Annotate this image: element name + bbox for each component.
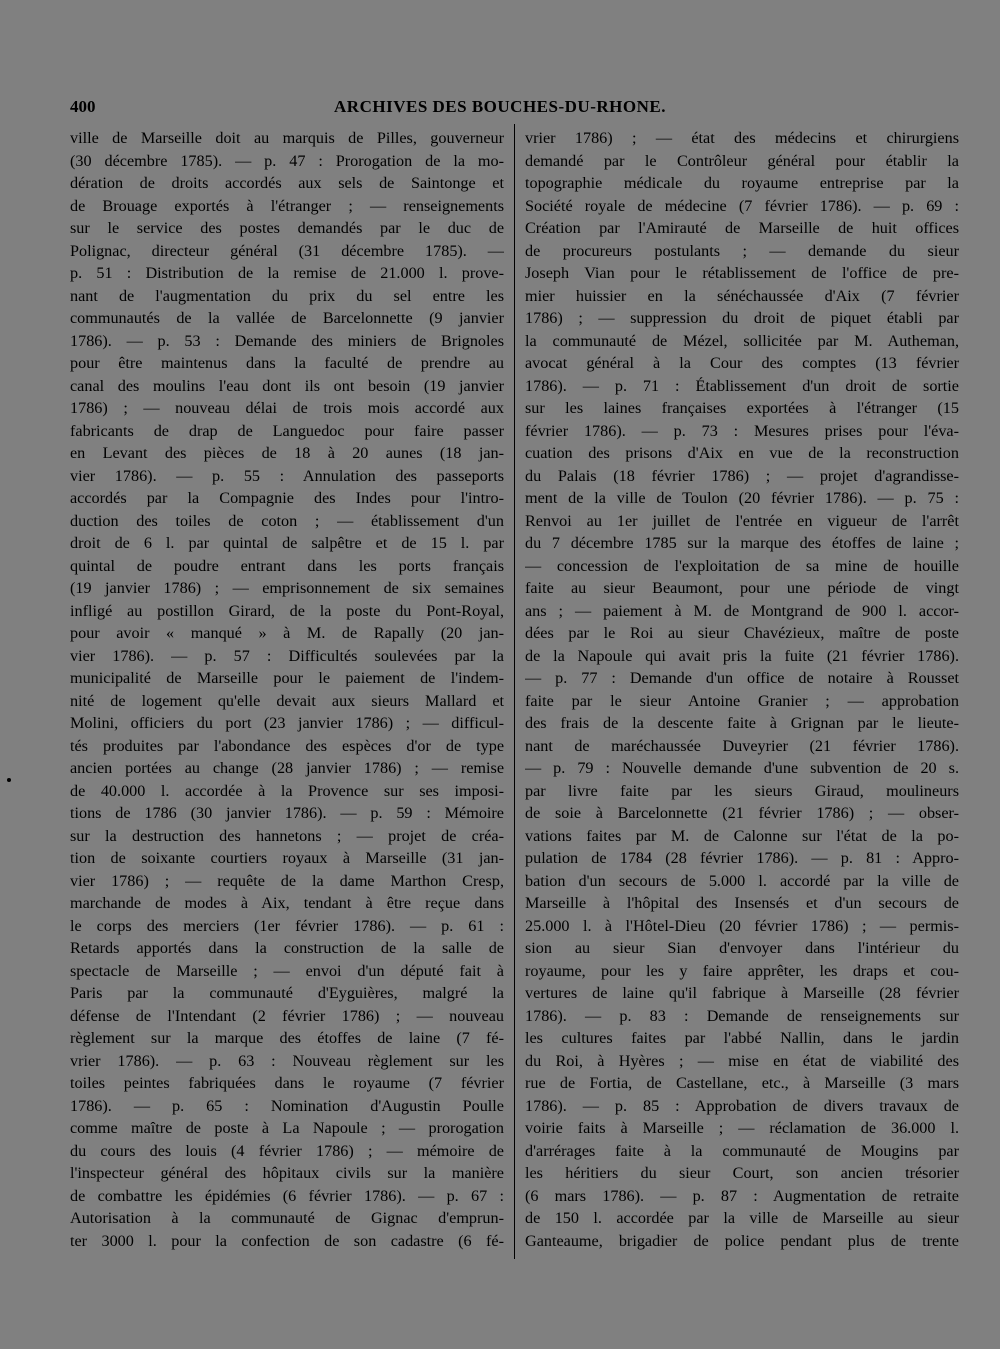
text-line: pulation de 1784 (28 février 1786). — p. 81 : Appro- xyxy=(525,849,959,867)
text-line: tions de 1786 (30 janvier 1786). — p. 59 : Mémoire xyxy=(70,804,504,822)
text-line: 1786). — p. 85 : Approbation de divers travaux de xyxy=(525,1096,959,1115)
text-line: ter 3000 l. pour la confection de son cadastre (6 fé- xyxy=(70,1231,504,1250)
text-line: vier 1786). — p. 57 : Difficultés soulevées par la xyxy=(70,646,504,665)
text-line: ment de la ville de Toulon (20 février 1786). — p. 75 : xyxy=(525,489,959,507)
text-line: (6 mars 1786). — p. 87 : Augmentation de retraite xyxy=(525,1186,959,1205)
text-line: de soie à Barcelonnette (21 février 1786) ; — obser- xyxy=(525,804,959,822)
text-line: 25.000 l. à l'Hôtel-Dieu (20 février 1786) ; — permis- xyxy=(525,916,959,935)
text-line: 1786) ; — nouveau délai de trois mois accordé aux xyxy=(70,399,504,417)
text-line: Société royale de médecine (7 février 1786). — p. 69 : xyxy=(525,196,959,215)
text-line: ans ; — paiement à M. de Montgrand de 900 l. accor- xyxy=(525,601,959,620)
text-line: quintal de poudre entrant dans les ports français xyxy=(70,556,504,575)
text-line: février 1786). — p. 73 : Mesures prises pour l'éva- xyxy=(525,421,959,440)
text-line: sur la destruction des hannetons ; — projet de créa- xyxy=(70,826,504,845)
text-line: vrier 1786) ; — état des médecins et chirurgiens xyxy=(525,129,959,147)
text-line: règlement sur la marque des étoffes de laine (7 fé- xyxy=(70,1029,504,1047)
text-line: Molini, officiers du port (23 janvier 1786) ; — difficul- xyxy=(70,714,504,732)
text-line: spectacle de Marseille ; — envoi d'un député fait à xyxy=(70,961,504,980)
text-line: p. 51 : Distribution de la remise de 21.000 l. prove- xyxy=(70,264,504,282)
text-line: 1786). — p. 53 : Demande des miniers de Brignoles xyxy=(70,331,504,350)
text-line: tés produites par l'abondance des espèces d'or de type xyxy=(70,736,504,755)
text-line: demandé par le Contrôleur général pour établir la xyxy=(525,151,959,170)
text-line: sur le service des postes demandés par le duc de xyxy=(70,219,504,237)
text-line: de 40.000 l. accordée à la Provence sur ses imposi- xyxy=(70,781,504,800)
text-line: ancien portées au change (28 janvier 1786) ; — remise xyxy=(70,759,504,777)
text-line: droit de 6 l. par quintal de salpêtre et de 15 l. par xyxy=(70,534,504,552)
text-line: mier huissier en la sénéchaussée d'Aix (7 février xyxy=(525,286,959,305)
text-line: vations faites par M. de Calonne sur l'état de la po- xyxy=(525,826,959,845)
text-line: vier 1786) ; — requête de la dame Marthon Cresp, xyxy=(70,871,504,890)
text-line: Création par l'Amirauté de Marseille de huit offices xyxy=(525,219,959,237)
text-line: nité de logement qu'elle devait aux sieurs Mallard et xyxy=(70,691,504,710)
text-line: voirie faits à Marseille ; — réclamation de 36.000 l. xyxy=(525,1119,959,1137)
text-line: Retards apportés dans la construction de la salle de xyxy=(70,939,504,957)
text-line: les cultures faites par l'abbé Nallin, dans le jardin xyxy=(525,1029,959,1047)
text-line: vier 1786). — p. 55 : Annulation des passeports xyxy=(70,466,504,485)
text-line: de procureurs postulants ; — demande du sieur xyxy=(525,241,959,260)
text-line: par livre faite par les sieurs Giraud, moulineurs xyxy=(525,781,959,800)
text-line: nant de l'augmentation du prix du sel entre les xyxy=(70,286,504,305)
right-column xyxy=(525,127,959,1252)
text-line: 1786). — p. 71 : Établissement d'un droit de sortie xyxy=(525,376,959,395)
text-line: topographie médicale du royaume entreprise par la xyxy=(525,174,959,192)
text-line: de la Napoule qui avait pris la fuite (21 février 1786). xyxy=(525,646,959,665)
text-line: sion au sieur Sian d'envoyer dans l'intérieur du xyxy=(525,939,959,957)
text-line: rue de Fortia, de Castellane, etc., à Marseille (3 mars xyxy=(525,1074,959,1092)
text-line: fabricants de drap de Languedoc pour faire passer xyxy=(70,421,504,440)
text-line: Joseph Vian pour le rétablissement de l'office de pre- xyxy=(525,264,959,282)
text-line: 1786) ; — suppression du droit de piquet établi par xyxy=(525,309,959,327)
text-line: dées par le Roi au sieur Chavézieux, maître de poste xyxy=(525,624,959,642)
text-line: pour être maintenus dans la faculté de prendre au xyxy=(70,354,504,372)
text-line: 1786). — p. 65 : Nomination d'Augustin Poulle xyxy=(70,1096,504,1115)
text-line: — p. 77 : Demande d'un office de notaire à Rousset xyxy=(525,669,959,687)
text-line: cuation des prisons d'Aix en vue de la reconstruction xyxy=(525,444,959,462)
text-line: accordés par la Compagnie des Indes pour l'intro- xyxy=(70,489,504,507)
left-column xyxy=(70,127,504,1252)
text-line: sur les laines françaises exportées à l'étranger (15 xyxy=(525,399,959,417)
text-line: duction des toiles de coton ; — établissement d'un xyxy=(70,511,504,530)
text-line: tion de soixante courtiers royaux à Marseille (31 jan- xyxy=(70,849,504,867)
text-line: de 150 l. accordée par la ville de Marseille au sieur xyxy=(525,1209,959,1227)
text-line: ville de Marseille doit au marquis de Pilles, gouverneur xyxy=(70,129,504,147)
text-line: comme maître de poste à La Napoule ; — prorogation xyxy=(70,1119,504,1137)
text-line: la communauté de Mézel, sollicitée par M. Autheman, xyxy=(525,331,959,350)
text-line: défense de l'Intendant (2 février 1786) ; — nouveau xyxy=(70,1006,504,1025)
text-line: d'arrérages faite à la communauté de Mougins par xyxy=(525,1141,959,1160)
text-line: bation d'un secours de 5.000 l. accordé par la ville de xyxy=(525,871,959,890)
text-line: du 7 décembre 1785 sur la marque des étoffes de laine ; xyxy=(525,534,959,552)
page-number: 400 xyxy=(70,97,96,116)
text-line: Marseille à l'hôpital des Insensés et d'un secours de xyxy=(525,894,959,912)
text-line: des frais de la descente faite à Grignan par le lieute- xyxy=(525,714,959,732)
text-line: Renvoi au 1er juillet de l'entrée en vigueur de l'arrêt xyxy=(525,511,959,530)
text-line: du Roi, à Hyères ; — mise en état de viabilité des xyxy=(525,1051,959,1070)
text-line: infligé au postillon Girard, de la poste du Pont-Royal, xyxy=(70,601,504,620)
text-line: toiles peintes fabriquées dans le royaume (7 février xyxy=(70,1074,504,1092)
text-line: l'inspecteur général des hôpitaux civils sur la manière xyxy=(70,1164,504,1182)
text-line: Polignac, directeur général (31 décembre 1785). — xyxy=(70,241,504,260)
text-line: canal des moulins l'eau dont ils ont besoin (19 janvier xyxy=(70,376,504,395)
text-line: municipalité de Marseille pour le paiement de l'indem- xyxy=(70,669,504,687)
text-line: communautés de la vallée de Barcelonnette (9 janvier xyxy=(70,309,504,327)
text-line: — p. 79 : Nouvelle demande d'une subvention de 20 s. xyxy=(525,759,959,777)
text-line: dération de droits accordés aux sels de Saintonge et xyxy=(70,174,504,192)
text-line: pour avoir « manqué » à M. de Rapally (20 jan- xyxy=(70,624,504,642)
text-line: — concession de l'exploitation de sa mine de houille xyxy=(525,556,959,575)
text-line: royaume, pour les y faire apprêter, les draps et cou- xyxy=(525,961,959,980)
text-line: le corps des merciers (1er février 1786). — p. 61 : xyxy=(70,916,504,935)
text-line: du cours des louis (4 février 1786) ; — mémoire de xyxy=(70,1141,504,1160)
margin-speck xyxy=(7,778,11,782)
text-line: les héritiers du sieur Court, son ancien trésorier xyxy=(525,1164,959,1182)
text-line: 1786). — p. 83 : Demande de renseignements sur xyxy=(525,1006,959,1025)
text-line: Paris par la communauté d'Eyguières, malgré la xyxy=(70,984,504,1002)
text-line: avocat général à la Cour des comptes (13 février xyxy=(525,354,959,372)
text-line: en Levant des pièces de 18 à 20 aunes (18 jan- xyxy=(70,444,504,462)
column-divider xyxy=(514,124,515,1259)
text-line: Ganteaume, brigadier de police pendant plus de trente xyxy=(525,1231,959,1250)
text-line: de Brouage exportés à l'étranger ; — renseignements xyxy=(70,196,504,215)
text-line: faite au sieur Beaumont, pour une période de vingt xyxy=(525,579,959,597)
text-line: du Palais (18 février 1786) ; — projet d'agrandisse- xyxy=(525,466,959,485)
text-line: nant de maréchaussée Duveyrier (21 février 1786). xyxy=(525,736,959,755)
text-line: Autorisation à la communauté de Gignac d'emprun- xyxy=(70,1209,504,1227)
text-line: marchande de modes à Aix, tendant à être reçue dans xyxy=(70,894,504,912)
text-line: (19 janvier 1786) ; — emprisonnement de six semaines xyxy=(70,579,504,597)
text-line: (30 décembre 1785). — p. 47 : Prorogation de la mo- xyxy=(70,151,504,170)
text-line: vrier 1786). — p. 63 : Nouveau règlement sur les xyxy=(70,1051,504,1070)
text-line: vertures de laine qu'il fabrique à Marseille (28 février xyxy=(525,984,959,1002)
text-line: faite par le sieur Antoine Granier ; — approbation xyxy=(525,691,959,710)
text-line: de combattre les épidémies (6 février 1786). — p. 67 : xyxy=(70,1186,504,1205)
running-header: ARCHIVES DES BOUCHES-DU-RHONE. xyxy=(334,97,666,116)
